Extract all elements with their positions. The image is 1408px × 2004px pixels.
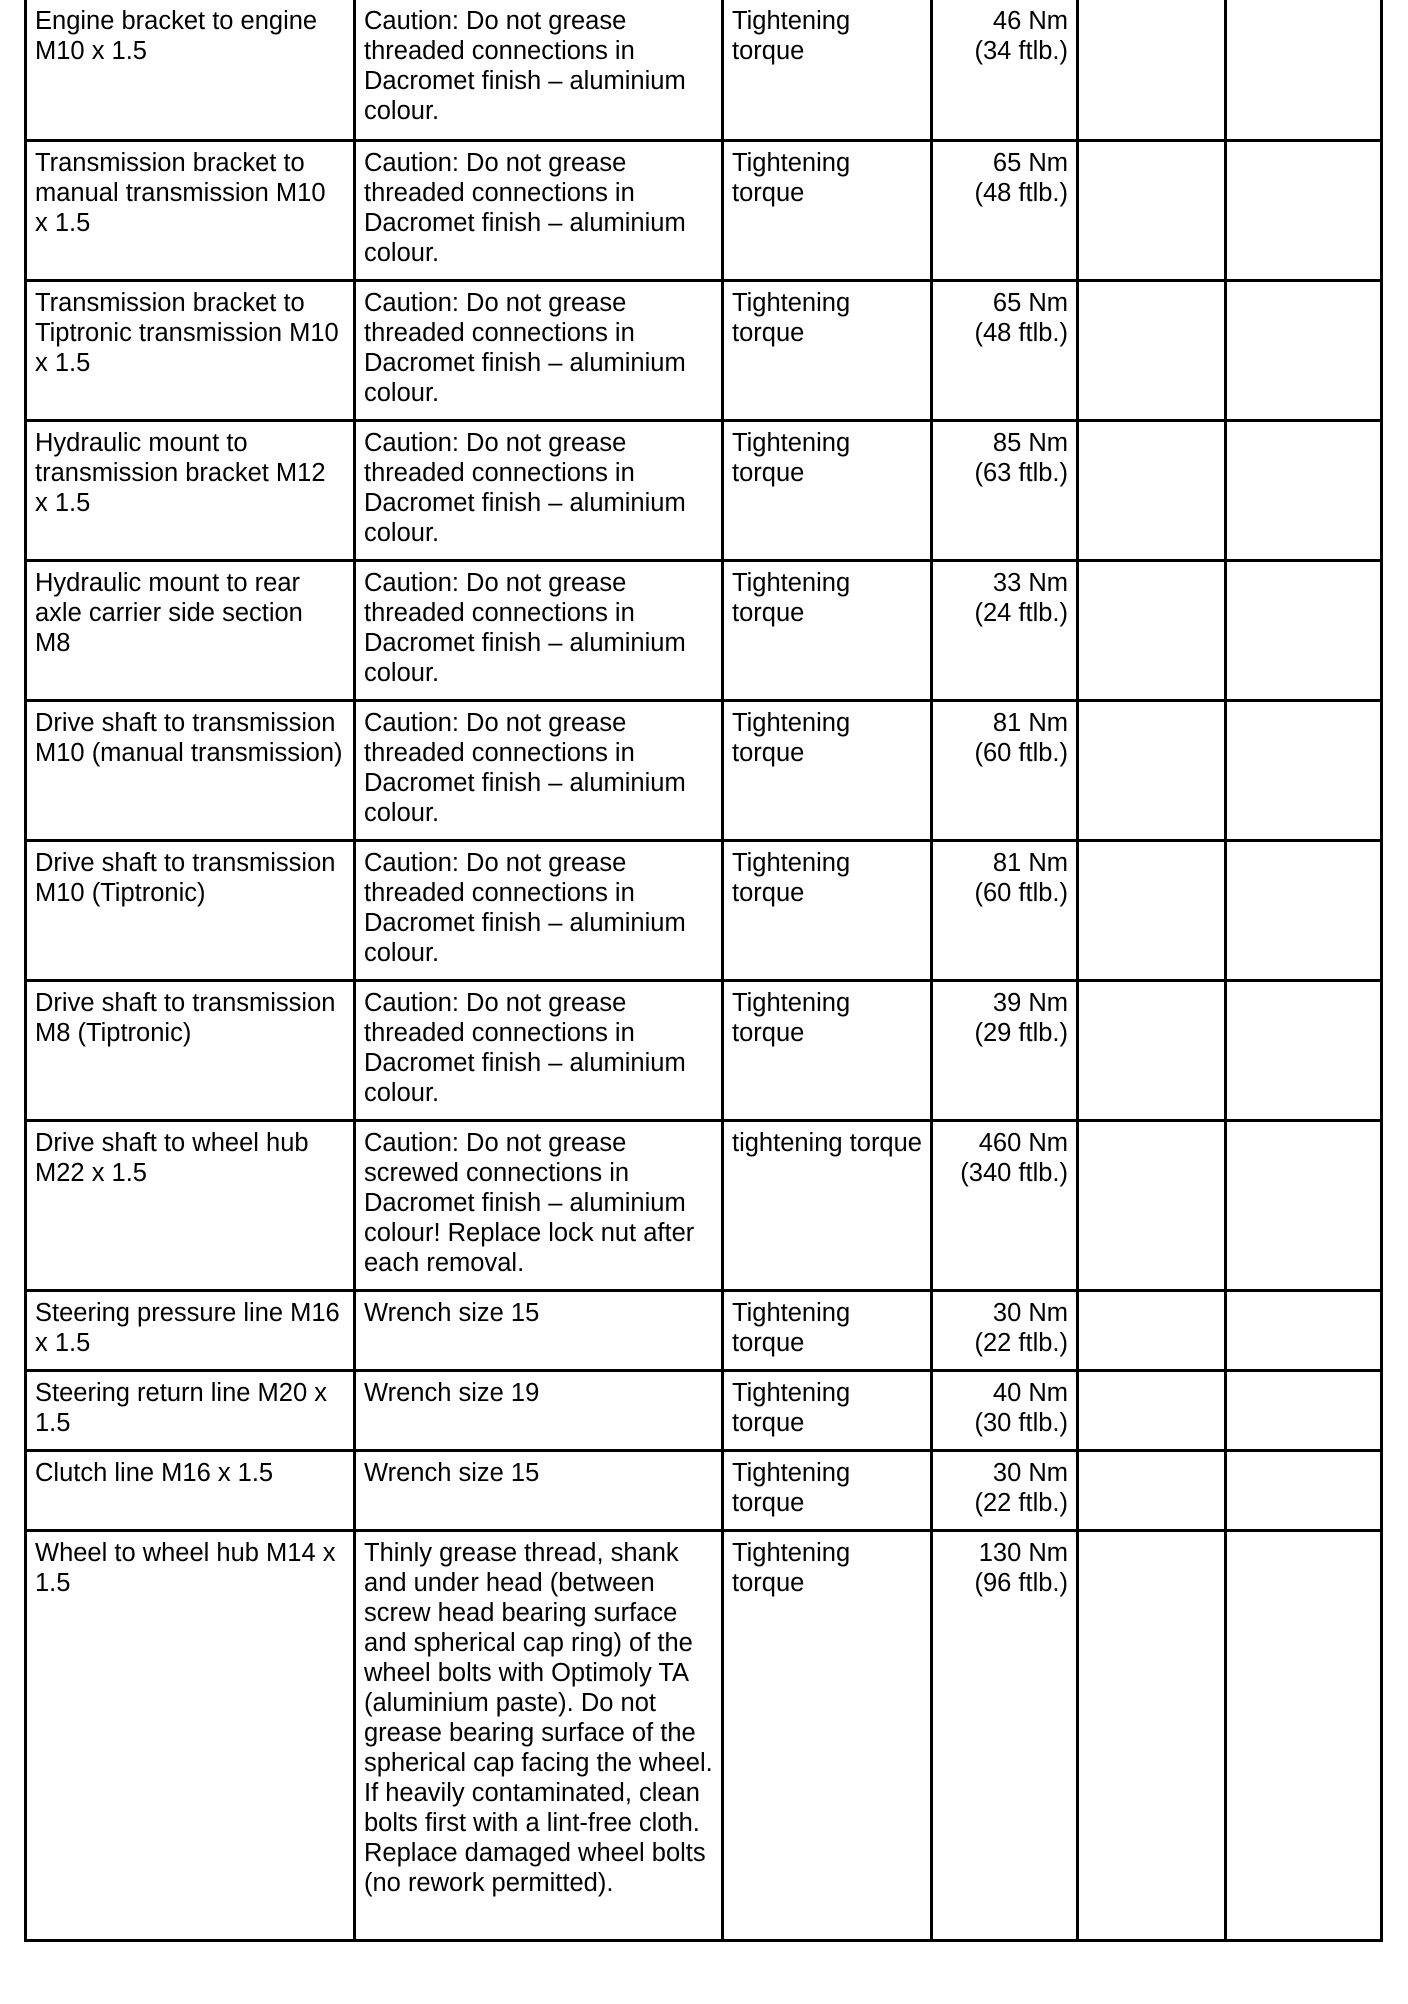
empty-cell (1226, 1290, 1382, 1370)
empty-cell (1226, 280, 1382, 420)
note-cell: Thinly grease thread, shank and under head (between screw head bearing surface and spherical cap ring) of the wheel bolts with Optimoly TA (aluminium paste). Do not grease bearing surface of the spherical cap facing the wheel. If heavily contaminated, clean bolts first with a lint-free cloth. Replace damaged wheel bolts (no rework permitted). (355, 1530, 723, 1940)
empty-cell (1078, 1370, 1226, 1450)
torque-value-cell (932, 1450, 1078, 1530)
torque-specification-sheet (24, 0, 1380, 1942)
torque-value-ftlb: (22 ftlb.) (974, 1488, 1068, 1517)
empty-cell (1078, 980, 1226, 1120)
torque-type-cell: Tightening torque (723, 1450, 932, 1530)
torque-value-ftlb: (340 ftlb.) (960, 1158, 1068, 1187)
table-row (26, 140, 1382, 280)
table-row (26, 1290, 1382, 1370)
torque-value-cell (932, 140, 1078, 280)
empty-cell (1078, 140, 1226, 280)
component-cell: Hydraulic mount to rear axle carrier side section M8 (26, 560, 355, 700)
empty-cell (1078, 420, 1226, 560)
torque-value-nm: 460 Nm (978, 1128, 1068, 1157)
empty-cell (1226, 0, 1382, 140)
empty-cell (1226, 420, 1382, 560)
torque-table-body (26, 0, 1382, 1940)
torque-value-cell (932, 560, 1078, 700)
torque-value-nm: 85 Nm (992, 428, 1068, 457)
empty-cell (1226, 1530, 1382, 1940)
torque-type-cell: Tightening torque (723, 1370, 932, 1450)
empty-cell (1078, 0, 1226, 140)
torque-value-nm: 30 Nm (992, 1298, 1068, 1327)
torque-value-cell (932, 280, 1078, 420)
note-cell: Wrench size 15 (355, 1450, 723, 1530)
torque-value-cell (932, 1370, 1078, 1450)
torque-value-cell (932, 1290, 1078, 1370)
torque-value-nm: 33 Nm (992, 568, 1068, 597)
torque-value-ftlb: (29 ftlb.) (974, 1018, 1068, 1047)
note-cell: Wrench size 15 (355, 1290, 723, 1370)
torque-type-cell: Tightening torque (723, 980, 932, 1120)
table-row (26, 1530, 1382, 1940)
table-row (26, 840, 1382, 980)
note-cell: Caution: Do not grease threaded connections in Dacromet finish – aluminium colour. (355, 140, 723, 280)
component-cell: Clutch line M16 x 1.5 (26, 1450, 355, 1530)
torque-value-ftlb: (60 ftlb.) (974, 738, 1068, 767)
table-row (26, 1120, 1382, 1290)
table-row (26, 420, 1382, 560)
torque-value-nm: 30 Nm (992, 1458, 1068, 1487)
torque-value-ftlb: (48 ftlb.) (974, 178, 1068, 207)
torque-type-cell: Tightening torque (723, 840, 932, 980)
empty-cell (1078, 1450, 1226, 1530)
torque-value-ftlb: (34 ftlb.) (974, 37, 1068, 65)
component-cell: Engine bracket to engine M10 x 1.5 (26, 0, 355, 140)
note-cell: Caution: Do not grease screwed connections in Dacromet finish – aluminium colour! Replace lock nut after each removal. (355, 1120, 723, 1290)
component-cell: Drive shaft to transmission M10 (manual transmission) (26, 700, 355, 840)
torque-value-nm: 81 Nm (992, 848, 1068, 877)
torque-value-cell (932, 840, 1078, 980)
component-cell: Transmission bracket to manual transmission M10 x 1.5 (26, 140, 355, 280)
torque-type-cell: Tightening torque (723, 140, 932, 280)
note-cell: Caution: Do not grease threaded connections in Dacromet finish – aluminium colour. (355, 700, 723, 840)
torque-value-ftlb: (24 ftlb.) (974, 598, 1068, 627)
torque-value-cell (932, 700, 1078, 840)
torque-value-ftlb: (63 ftlb.) (974, 458, 1068, 487)
empty-cell (1078, 280, 1226, 420)
torque-value-nm: 81 Nm (992, 708, 1068, 737)
table-row (26, 560, 1382, 700)
table-row (26, 1370, 1382, 1450)
torque-value-ftlb: (96 ftlb.) (974, 1568, 1068, 1597)
note-cell: Caution: Do not grease threaded connections in Dacromet finish – aluminium colour. (355, 980, 723, 1120)
empty-cell (1078, 1120, 1226, 1290)
empty-cell (1226, 560, 1382, 700)
torque-type-cell: Tightening torque (723, 700, 932, 840)
note-cell: Caution: Do not grease threaded connections in Dacromet finish – aluminium colour. (355, 420, 723, 560)
torque-type-cell: tightening torque (723, 1120, 932, 1290)
torque-type-cell: Tightening torque (723, 280, 932, 420)
torque-value-ftlb: (48 ftlb.) (974, 318, 1068, 347)
note-cell: Wrench size 19 (355, 1370, 723, 1450)
torque-value-nm: 46 Nm (992, 7, 1068, 35)
torque-type-cell: Tightening torque (723, 420, 932, 560)
table-row (26, 980, 1382, 1120)
torque-value-cell (932, 1120, 1078, 1290)
empty-cell (1226, 980, 1382, 1120)
component-cell: Drive shaft to transmission M8 (Tiptronic) (26, 980, 355, 1120)
empty-cell (1078, 840, 1226, 980)
torque-value-nm: 130 Nm (978, 1538, 1068, 1567)
torque-type-cell: Tightening torque (723, 0, 932, 140)
empty-cell (1226, 140, 1382, 280)
torque-value-cell (932, 420, 1078, 560)
note-cell: Caution: Do not grease threaded connections in Dacromet finish – aluminium colour. (355, 0, 723, 140)
component-cell: Drive shaft to wheel hub M22 x 1.5 (26, 1120, 355, 1290)
empty-cell (1226, 1450, 1382, 1530)
torque-value-nm: 65 Nm (992, 288, 1068, 317)
torque-value-cell (932, 0, 1078, 140)
component-cell: Hydraulic mount to transmission bracket M12 x 1.5 (26, 420, 355, 560)
torque-value-nm: 65 Nm (992, 148, 1068, 177)
component-cell: Steering return line M20 x 1.5 (26, 1370, 355, 1450)
empty-cell (1226, 840, 1382, 980)
note-cell: Caution: Do not grease threaded connections in Dacromet finish – aluminium colour. (355, 280, 723, 420)
empty-cell (1078, 700, 1226, 840)
torque-value-ftlb: (22 ftlb.) (974, 1328, 1068, 1357)
table-row (26, 0, 1382, 140)
note-cell: Caution: Do not grease threaded connections in Dacromet finish – aluminium colour. (355, 560, 723, 700)
torque-type-cell: Tightening torque (723, 1530, 932, 1940)
empty-cell (1078, 1530, 1226, 1940)
empty-cell (1226, 1370, 1382, 1450)
torque-value-nm: 40 Nm (992, 1378, 1068, 1407)
table-row (26, 1450, 1382, 1530)
torque-value-ftlb: (60 ftlb.) (974, 878, 1068, 907)
component-cell: Drive shaft to transmission M10 (Tiptronic) (26, 840, 355, 980)
table-row (26, 700, 1382, 840)
torque-value-nm: 39 Nm (992, 988, 1068, 1017)
component-cell: Steering pressure line M16 x 1.5 (26, 1290, 355, 1370)
torque-table (24, 0, 1383, 1942)
note-cell: Caution: Do not grease threaded connections in Dacromet finish – aluminium colour. (355, 840, 723, 980)
torque-type-cell: Tightening torque (723, 1290, 932, 1370)
empty-cell (1226, 1120, 1382, 1290)
torque-value-cell (932, 1530, 1078, 1940)
torque-value-ftlb: (30 ftlb.) (974, 1408, 1068, 1437)
empty-cell (1226, 700, 1382, 840)
table-row (26, 280, 1382, 420)
component-cell: Transmission bracket to Tiptronic transmission M10 x 1.5 (26, 280, 355, 420)
torque-value-cell (932, 980, 1078, 1120)
component-cell: Wheel to wheel hub M14 x 1.5 (26, 1530, 355, 1940)
empty-cell (1078, 1290, 1226, 1370)
empty-cell (1078, 560, 1226, 700)
torque-type-cell: Tightening torque (723, 560, 932, 700)
